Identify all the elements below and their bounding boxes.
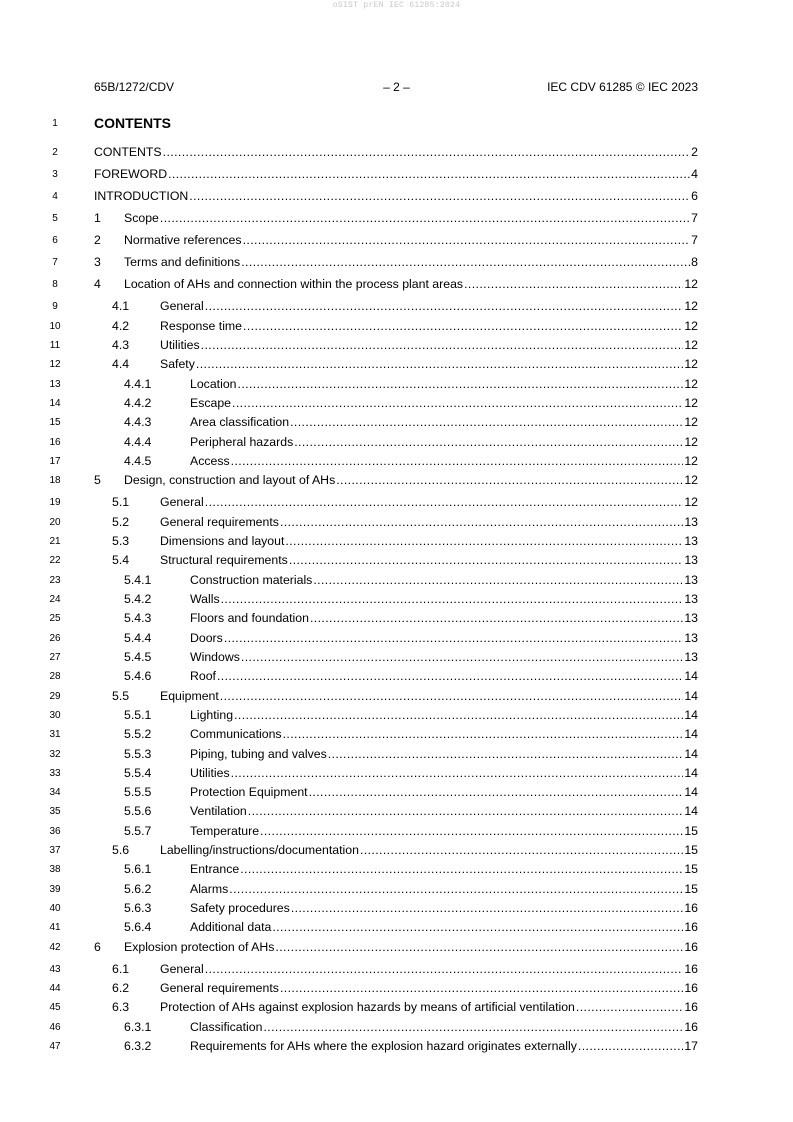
toc-leader-dots: [328, 746, 684, 762]
toc-entry[interactable]: [94, 276, 698, 292]
toc-entry[interactable]: [94, 298, 698, 314]
toc-page-number: 13: [684, 534, 698, 548]
toc-entry[interactable]: [94, 842, 698, 858]
line-number: 3: [52, 169, 58, 180]
toc-entry[interactable]: [94, 434, 698, 450]
toc-entry[interactable]: [94, 188, 698, 204]
toc-section-number: 4.3: [112, 338, 130, 352]
toc-page-number: 12: [684, 396, 698, 410]
toc-entry[interactable]: [94, 746, 698, 762]
line-number: 22: [49, 555, 61, 566]
toc-page-number: 13: [684, 553, 698, 567]
toc-title: FOREWORD: [94, 167, 168, 181]
toc-entry[interactable]: [94, 254, 698, 270]
toc-page-number: 12: [684, 338, 698, 352]
toc-page-number: 16: [684, 962, 698, 976]
toc-page-number: 13: [684, 611, 698, 625]
line-number: 14: [49, 398, 61, 409]
line-number: 39: [49, 884, 61, 895]
toc-entry[interactable]: [94, 337, 698, 353]
toc-leader-dots: [221, 591, 684, 607]
toc-title: Structural requirements: [160, 553, 288, 567]
toc-entry[interactable]: [94, 232, 698, 248]
toc-title: Temperature: [190, 824, 260, 838]
toc-leader-dots: [294, 434, 683, 450]
toc-section-number: 2: [94, 233, 101, 247]
toc-title: Additional data: [190, 920, 272, 934]
toc-section-number: 5.6.2: [124, 882, 152, 896]
toc-leader-dots: [280, 980, 683, 996]
toc-leader-dots: [243, 318, 683, 334]
toc-page-number: 12: [684, 377, 698, 391]
toc-page-number: 15: [684, 882, 698, 896]
toc-section-number: 4.4.3: [124, 415, 152, 429]
toc-title: Response time: [160, 319, 243, 333]
toc-title: Design, construction and layout of AHs: [124, 473, 336, 487]
line-number: 44: [49, 983, 61, 994]
line-number: 31: [49, 729, 61, 740]
toc-section-number: 5.5.2: [124, 727, 152, 741]
toc-page-number: 12: [684, 277, 698, 291]
toc-page-number: 16: [684, 981, 698, 995]
line-number: 17: [49, 456, 61, 467]
line-number: 34: [49, 787, 61, 798]
toc-leader-dots: [283, 726, 684, 742]
toc-entry[interactable]: [94, 1019, 698, 1035]
toc-title: INTRODUCTION: [94, 189, 189, 203]
line-number: 25: [49, 613, 61, 624]
document-reference: 65B/1272/CDV: [94, 80, 175, 94]
toc-leader-dots: [285, 533, 683, 549]
toc-section-number: 5.5.6: [124, 804, 152, 818]
toc-leader-dots: [313, 572, 683, 588]
toc-page-number: 14: [684, 689, 698, 703]
toc-page-number: 14: [684, 766, 698, 780]
toc-title: Equipment: [160, 689, 219, 703]
toc-leader-dots: [168, 166, 690, 182]
toc-section-number: 6.3.2: [124, 1039, 152, 1053]
toc-page-number: 2: [691, 145, 698, 159]
toc-entry[interactable]: [94, 939, 698, 955]
toc-leader-dots: [260, 823, 683, 839]
toc-title: Location of AHs and connection within the process plant areas: [124, 277, 464, 291]
toc-title: Ventilation: [190, 804, 247, 818]
line-number: 15: [49, 417, 61, 428]
toc-entry[interactable]: [94, 356, 698, 372]
toc-page-number: 16: [684, 901, 698, 915]
toc-entry[interactable]: [94, 803, 698, 819]
line-number: 36: [49, 826, 61, 837]
toc-entry[interactable]: [94, 472, 698, 488]
toc-title: Location: [190, 377, 237, 391]
line-number: 23: [49, 575, 61, 586]
toc-entry[interactable]: [94, 999, 698, 1015]
toc-leader-dots: [360, 842, 683, 858]
line-number: 32: [49, 749, 61, 760]
toc-entry[interactable]: [94, 1038, 698, 1054]
toc-leader-dots: [205, 494, 684, 510]
toc-page-number: 12: [684, 435, 698, 449]
toc-entry[interactable]: [94, 961, 698, 977]
toc-entry[interactable]: [94, 395, 698, 411]
toc-leader-dots: [201, 337, 684, 353]
toc-title: Construction materials: [190, 573, 313, 587]
toc-title: Labelling/instructions/documentation: [160, 843, 359, 857]
toc-leader-dots: [309, 784, 684, 800]
toc-page-number: 16: [684, 920, 698, 934]
line-number: 45: [49, 1002, 61, 1013]
toc-page-number: 13: [684, 631, 698, 645]
toc-page-number: 13: [684, 592, 698, 606]
toc-title: Windows: [190, 650, 240, 664]
toc-title: Scope: [124, 211, 159, 225]
toc-entry[interactable]: [94, 707, 698, 723]
toc-page-number: 16: [684, 1020, 698, 1034]
toc-leader-dots: [217, 668, 683, 684]
toc-title: General requirements: [160, 515, 279, 529]
line-number: 24: [49, 594, 61, 605]
toc-page-number: 16: [684, 1000, 698, 1014]
line-number: 4: [52, 191, 58, 202]
line-number: 9: [52, 301, 58, 312]
toc-leader-dots: [290, 414, 683, 430]
toc-title: Entrance: [190, 862, 240, 876]
toc-leader-dots: [248, 803, 684, 819]
toc-leader-dots: [336, 472, 683, 488]
toc-leader-dots: [205, 961, 684, 977]
toc-section-number: 5.4.2: [124, 592, 152, 606]
toc-entry[interactable]: [94, 765, 698, 781]
toc-title: General requirements: [160, 981, 279, 995]
toc-page-number: 15: [684, 843, 698, 857]
toc-entry[interactable]: [94, 453, 698, 469]
toc-section-number: 5.4.4: [124, 631, 152, 645]
toc-section-number: 5.4.5: [124, 650, 152, 664]
line-number: 2: [52, 147, 58, 158]
toc-section-number: 6.2: [112, 981, 130, 995]
toc-entry[interactable]: [94, 552, 698, 568]
toc-section-number: 5.5.3: [124, 747, 152, 761]
toc-page-number: 6: [691, 189, 698, 203]
toc-leader-dots: [160, 210, 690, 226]
toc-title: Dimensions and layout: [160, 534, 285, 548]
toc-section-number: 5.5.4: [124, 766, 152, 780]
toc-section-number: 5.1: [112, 495, 130, 509]
toc-section-number: 5.6.1: [124, 862, 152, 876]
standard-copyright: IEC CDV 61285 © IEC 2023: [547, 80, 698, 94]
toc-title: Access: [190, 454, 230, 468]
toc-leader-dots: [224, 630, 684, 646]
toc-title: Safety: [160, 357, 195, 371]
toc-page-number: 14: [684, 747, 698, 761]
line-number: 38: [49, 864, 61, 875]
toc-page-number: 12: [684, 454, 698, 468]
toc-leader-dots: [263, 1019, 683, 1035]
line-number: 33: [49, 768, 61, 779]
toc-section-number: 5.5.1: [124, 708, 152, 722]
toc-leader-dots: [576, 999, 683, 1015]
toc-entry[interactable]: [94, 919, 698, 935]
toc-entry[interactable]: [94, 166, 698, 182]
line-number: 16: [49, 437, 61, 448]
toc-leader-dots: [291, 900, 684, 916]
toc-title: Safety procedures: [190, 901, 290, 915]
toc-entry[interactable]: [94, 572, 698, 588]
toc-section-number: 4.4.4: [124, 435, 152, 449]
toc-section-number: 6: [94, 940, 101, 954]
toc-title: Piping, tubing and valves: [190, 747, 327, 761]
toc-entry[interactable]: [94, 376, 698, 392]
toc-leader-dots: [231, 765, 684, 781]
toc-title: Floors and foundation: [190, 611, 309, 625]
contents-heading: CONTENTS: [94, 115, 171, 131]
toc-page-number: 13: [684, 573, 698, 587]
toc-entry[interactable]: [94, 494, 698, 510]
toc-entry[interactable]: [94, 823, 698, 839]
toc-section-number: 5.5.7: [124, 824, 152, 838]
line-number: 13: [49, 379, 61, 390]
toc-title: Roof: [190, 669, 216, 683]
toc-leader-dots: [229, 881, 683, 897]
toc-page-number: 14: [684, 804, 698, 818]
toc-section-number: 4: [94, 277, 101, 291]
toc-entry[interactable]: [94, 688, 698, 704]
toc-page-number: 12: [684, 495, 698, 509]
toc-page-number: 7: [691, 211, 698, 225]
toc-section-number: 5.4.3: [124, 611, 152, 625]
toc-entry[interactable]: [94, 668, 698, 684]
toc-leader-dots: [310, 610, 683, 626]
toc-title: Utilities: [190, 766, 230, 780]
toc-page-number: 13: [684, 650, 698, 664]
line-number: 8: [52, 279, 58, 290]
toc-section-number: 5.2: [112, 515, 130, 529]
toc-leader-dots: [275, 939, 683, 955]
toc-entry[interactable]: [94, 649, 698, 665]
line-number: 46: [49, 1022, 61, 1033]
toc-title: Terms and definitions: [124, 255, 241, 269]
toc-title: Protection Equipment: [190, 785, 308, 799]
toc-leader-dots: [232, 395, 683, 411]
toc-title: Lighting: [190, 708, 234, 722]
toc-section-number: 6.3: [112, 1000, 130, 1014]
toc-title: Classification: [190, 1020, 263, 1034]
toc-section-number: 6.1: [112, 962, 130, 976]
line-number: 12: [49, 359, 61, 370]
line-number: 47: [49, 1041, 61, 1052]
toc-entry[interactable]: [94, 861, 698, 877]
toc-section-number: 5.3: [112, 534, 130, 548]
toc-title: Peripheral hazards: [190, 435, 294, 449]
watermark: oSIST prEN IEC 61285:2024: [332, 1, 461, 10]
line-number: 26: [49, 633, 61, 644]
line-number: 7: [52, 257, 58, 268]
toc-title: Utilities: [160, 338, 200, 352]
toc-section-number: 5.4: [112, 553, 130, 567]
line-number: 6: [52, 235, 58, 246]
toc-title: Protection of AHs against explosion hazards by means of artificial ventilation: [160, 1000, 575, 1014]
toc-leader-dots: [272, 919, 683, 935]
toc-section-number: 4.4.1: [124, 377, 152, 391]
line-number: 40: [49, 903, 61, 914]
line-number: 27: [49, 652, 61, 663]
toc-entry[interactable]: [94, 726, 698, 742]
toc-entry[interactable]: [94, 414, 698, 430]
toc-leader-dots: [464, 276, 683, 292]
toc-page-number: 14: [684, 785, 698, 799]
toc-page-number: 12: [684, 415, 698, 429]
toc-leader-dots: [289, 552, 684, 568]
toc-page-number: 15: [684, 862, 698, 876]
toc-section-number: 4.4.5: [124, 454, 152, 468]
toc-entry[interactable]: [94, 318, 698, 334]
toc-title: Alarms: [190, 882, 229, 896]
line-number: 42: [49, 942, 61, 953]
line-number: 29: [49, 691, 61, 702]
line-number: 21: [49, 536, 61, 547]
toc-page-number: 13: [684, 515, 698, 529]
toc-entry[interactable]: [94, 514, 698, 530]
toc-page-number: 14: [684, 708, 698, 722]
toc-leader-dots: [234, 707, 683, 723]
line-number: 43: [49, 964, 61, 975]
toc-leader-dots: [196, 356, 683, 372]
toc-leader-dots: [240, 861, 683, 877]
toc-section-number: 4.2: [112, 319, 130, 333]
toc-section-number: 6.3.1: [124, 1020, 152, 1034]
toc-section-number: 3: [94, 255, 101, 269]
toc-section-number: 5.5: [112, 689, 130, 703]
toc-leader-dots: [238, 376, 684, 392]
toc-leader-dots: [243, 232, 691, 248]
toc-section-number: 5.6.4: [124, 920, 152, 934]
line-number: 10: [49, 321, 61, 332]
toc-leader-dots: [189, 188, 690, 204]
toc-leader-dots: [241, 649, 683, 665]
line-number: 1: [52, 118, 58, 129]
toc-title: Escape: [190, 396, 232, 410]
line-number: 11: [49, 340, 61, 351]
toc-section-number: 5: [94, 473, 101, 487]
toc-section-number: 4.1: [112, 299, 130, 313]
toc-entry[interactable]: [94, 881, 698, 897]
toc-entry[interactable]: [94, 210, 698, 226]
toc-title: Area classification: [190, 415, 290, 429]
line-number: 37: [49, 845, 61, 856]
toc-page-number: 14: [684, 727, 698, 741]
toc-title: General: [160, 299, 204, 313]
toc-leader-dots: [220, 688, 684, 704]
toc-entry[interactable]: [94, 144, 698, 160]
line-number: 19: [49, 497, 61, 508]
toc-leader-dots: [241, 254, 690, 270]
toc-title: Normative references: [124, 233, 242, 247]
toc-entry[interactable]: [94, 533, 698, 549]
toc-entry[interactable]: [94, 900, 698, 916]
toc-entry[interactable]: [94, 591, 698, 607]
toc-page-number: 12: [684, 299, 698, 313]
toc-entry[interactable]: [94, 980, 698, 996]
line-number: 41: [49, 922, 61, 933]
toc-entry[interactable]: [94, 784, 698, 800]
toc-title: Explosion protection of AHs: [124, 940, 275, 954]
line-number: 30: [49, 710, 61, 721]
toc-leader-dots: [163, 144, 691, 160]
toc-section-number: 5.4.1: [124, 573, 152, 587]
toc-page-number: 12: [684, 357, 698, 371]
toc-title: Communications: [190, 727, 282, 741]
toc-page-number: 14: [684, 669, 698, 683]
toc-page-number: 16: [684, 940, 698, 954]
toc-page-number: 12: [684, 319, 698, 333]
toc-page-number: 15: [684, 824, 698, 838]
line-number: 20: [49, 517, 61, 528]
page-number: – 2 –: [383, 80, 410, 94]
toc-title: Walls: [190, 592, 220, 606]
toc-section-number: 1: [94, 211, 101, 225]
toc-page-number: 4: [691, 167, 698, 181]
toc-section-number: 4.4.2: [124, 396, 152, 410]
line-number: 35: [49, 806, 61, 817]
line-number: 28: [49, 671, 61, 682]
line-number: 5: [52, 213, 58, 224]
toc-section-number: 5.4.6: [124, 669, 152, 683]
line-number: 18: [49, 475, 61, 486]
toc-title: Requirements for AHs where the explosion hazard originates externally: [190, 1039, 577, 1053]
toc-leader-dots: [231, 453, 684, 469]
toc-leader-dots: [280, 514, 683, 530]
toc-title: CONTENTS: [94, 145, 162, 159]
toc-page-number: 8: [691, 255, 698, 269]
toc-entry[interactable]: [94, 630, 698, 646]
toc-section-number: 5.6: [112, 843, 130, 857]
toc-title: General: [160, 962, 204, 976]
toc-section-number: 5.6.3: [124, 901, 152, 915]
toc-leader-dots: [578, 1038, 683, 1054]
toc-entry[interactable]: [94, 610, 698, 626]
toc-leader-dots: [205, 298, 684, 314]
toc-page-number: 17: [684, 1039, 698, 1053]
toc-page-number: 7: [691, 233, 698, 247]
toc-page-number: 12: [684, 473, 698, 487]
toc-title: Doors: [190, 631, 223, 645]
toc-section-number: 4.4: [112, 357, 130, 371]
toc-title: General: [160, 495, 204, 509]
toc-section-number: 5.5.5: [124, 785, 152, 799]
